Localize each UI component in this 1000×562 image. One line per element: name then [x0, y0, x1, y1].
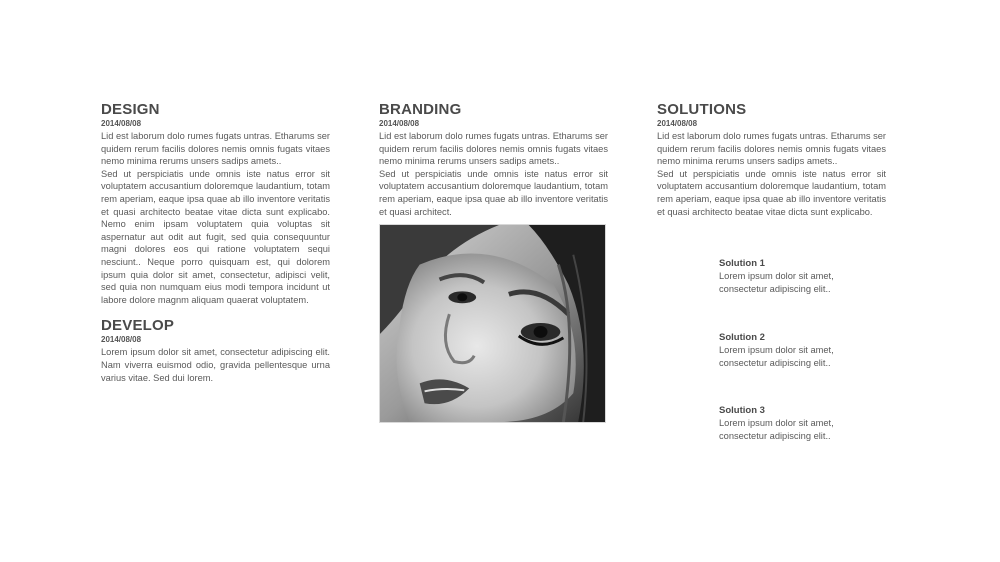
- solution-title: Solution 1: [719, 258, 765, 269]
- solution-item: [719, 258, 869, 295]
- solution-title: Solution 2: [719, 332, 765, 343]
- develop-heading: DEVELOP: [101, 317, 175, 335]
- design-heading: DESIGN: [101, 101, 160, 118]
- solution-text: Lorem ipsum dolor sit amet, consectetur adipiscing elit..: [719, 418, 834, 441]
- design-date: 2014/08/08: [101, 119, 142, 128]
- solutions-date: 2014/08/08: [657, 119, 698, 128]
- branding-paragraph-1: Lid est laborum dolo rumes fugats untras. Etharums ser quidem rerum facilis dolores nemis omnis fugats vitaes nemo minima rerums unsers sadips amets..: [379, 131, 608, 167]
- develop-section: [101, 316, 330, 384]
- develop-paragraph: Lorem ipsum dolor sit amet, consectetur adipiscing elit. Nam viverra euismod odio, gravida pellentesque urna varius vitae. Sed dui lorem.: [101, 347, 330, 383]
- branding-date: 2014/08/08: [379, 119, 420, 128]
- solution-text: Lorem ipsum dolor sit amet, consectetur adipiscing elit..: [719, 345, 834, 368]
- solutions-column: [657, 100, 886, 218]
- develop-date: 2014/08/08: [101, 335, 142, 345]
- solution-item: [719, 332, 869, 369]
- branding-paragraph-2: Sed ut perspiciatis unde omnis iste natus error sit voluptatem accusantium doloremque laudantium, totam rem aperiam, eaque ipsa quae ab illo inventore veritatis et quasi architect.: [379, 168, 608, 217]
- solutions-paragraph-2: Sed ut perspiciatis unde omnis iste natus error sit voluptatem accusantium doloremque laudantium, totam rem aperiam, eaque ipsa quae ab illo inventore veritatis et quasi architecto beatae vitae dicta sunt explicabo.: [657, 168, 886, 217]
- solution-title: Solution 3: [719, 405, 765, 416]
- solution-text: Lorem ipsum dolor sit amet, consectetur adipiscing elit..: [719, 271, 834, 294]
- branding-heading: BRANDING: [379, 101, 462, 118]
- solution-item: [719, 405, 869, 442]
- solutions-heading: SOLUTIONS: [657, 101, 747, 118]
- solutions-paragraph-1: Lid est laborum dolo rumes fugats untras. Etharums ser quidem rerum facilis dolores nemis omnis fugats vitaes nemo minima rerums unsers sadips amets..: [657, 131, 886, 167]
- design-paragraph-1: Lid est laborum dolo rumes fugats untras. Etharums ser quidem rerum facilis dolores nemis omnis fugats vitaes nemo minima rerums unsers sadips amets..: [101, 131, 330, 167]
- design-column: [101, 100, 330, 384]
- branding-portrait-photo: [379, 224, 606, 423]
- design-paragraph-2: Sed ut perspiciatis unde omnis iste natus error sit voluptatem accusantium doloremque laudantium, totam rem aperiam, eaque ipsa quae ab illo inventore veritatis et quasi architecto beatae vitae dicta sunt explicabo. Nemo enim ipsam voluptatem quia voluptas sit aspernatur aut odit aut fugit, sed quia consequuntur magni dolores eos qui ratione voluptatem sequi nesciunt.. Neque porro quisquam est, qui dolorem ipsum quia dolor sit amet, consectetur, adipisci velit, sed quia non numquam eius modi tempora incidunt ut labore dolore magnm aliquam quaerat voluptatem.: [101, 168, 330, 305]
- branding-column: [379, 100, 608, 423]
